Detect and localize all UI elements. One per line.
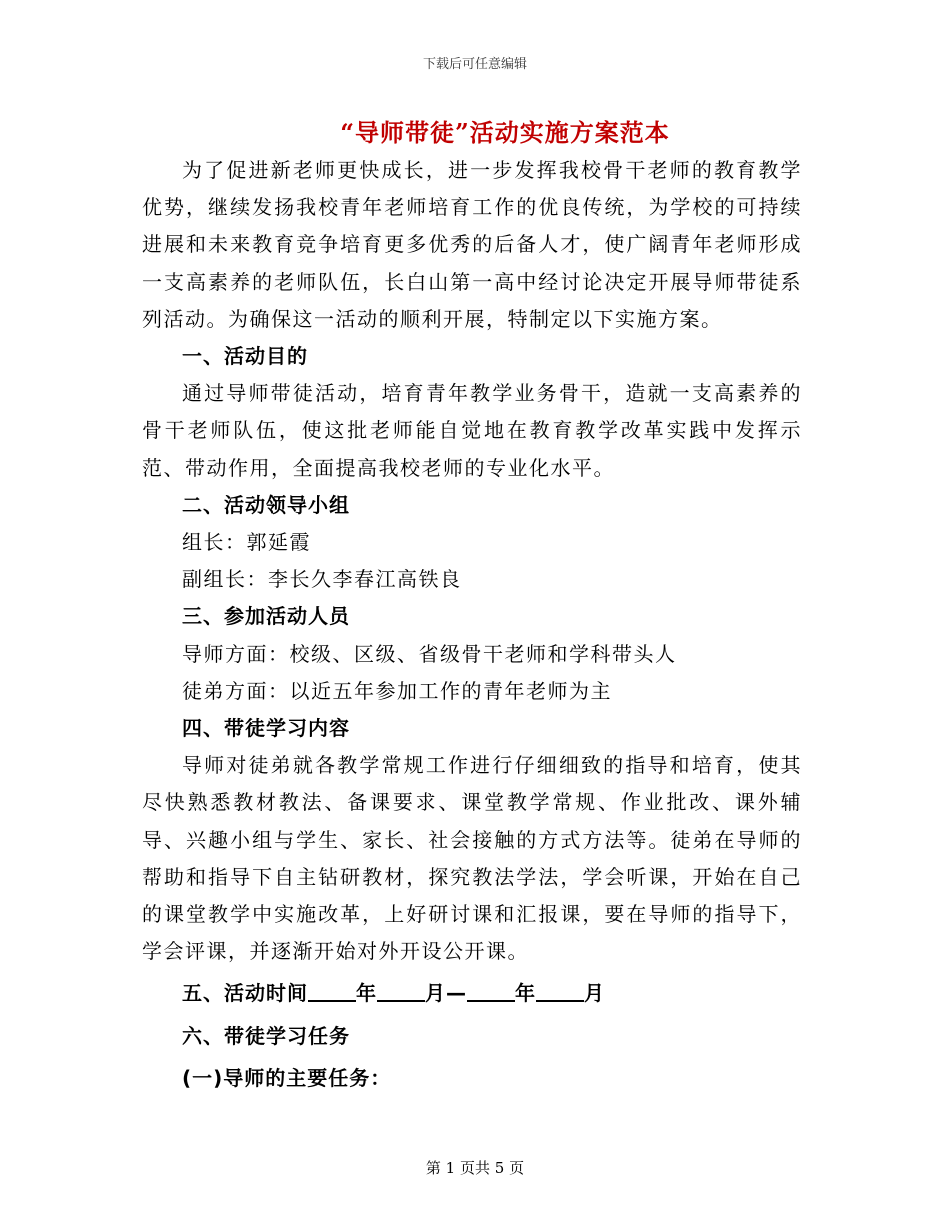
time-label: 五、活动时间 (182, 981, 308, 1006)
section-heading-participants: 三、参加活动人员 (182, 604, 350, 629)
year-label-1: 年 (356, 981, 377, 1006)
title-text: “导师带徒”活动实施方案范本 (340, 118, 670, 147)
year-label-2: 年 (515, 981, 536, 1006)
month-label-2: 月 (584, 981, 605, 1006)
section-heading-content: 四、带徒学习内容 (182, 716, 350, 741)
month-label-1: 月— (425, 981, 467, 1006)
subsection-heading-mentor-tasks: (一)导师的主要任务： (182, 1065, 392, 1090)
document-body (142, 152, 802, 1097)
content-paragraph: 导师对徒弟就各教学常规工作进行仔细细致的指导和培育，使其尽快熟悉教材教法、备课要求、课堂教学常规、作业批改、课外辅导、兴趣小组与学生、家长、社会接触的方式方法等。徒弟在导师的帮助和指导下自主钻研教材，探究教法学法，学会听课，开始在自己的课堂教学中实施改革，上好研讨课和汇报课，要在导师的指导下，学会评课，并逐渐开始对外开设公开课。 (142, 753, 802, 964)
section-heading-time (142, 975, 802, 1012)
leader-line: 组长：郭延霞 (182, 530, 311, 555)
deputy-leader-line: 副组长：李长久李春江高铁良 (182, 567, 462, 592)
section-heading-purpose: 一、活动目的 (182, 344, 308, 369)
mentors-line: 导师方面：校级、区级、省级骨干老师和学科带头人 (182, 641, 677, 666)
purpose-paragraph: 通过导师带徒活动，培育青年教学业务骨干，造就一支高素养的骨干老师队伍，使这批老师能自觉地在教育教学改革实践中发挥示范、带动作用，全面提高我校老师的专业化水平。 (142, 381, 802, 480)
section-heading-tasks: 六、带徒学习任务 (182, 1023, 350, 1048)
page-header: 下载后可任意编辑 (422, 57, 527, 72)
section-heading-leadership: 二、活动领导小组 (182, 492, 350, 517)
intro-paragraph: 为了促进新老师更快成长，进一步发挥我校骨干老师的教育教学优势，继续发扬我校青年老师培育工作的优良传统，为学校的可持续进展和未来教育竞争培育更多优秀的后备人才，使广阔青年老师形成一支高素养的老师队伍，长白山第一高中经讨论决定开展导师带徒系列活动。为确保这一活动的顺利开展，特制定以下实施方案。 (142, 158, 802, 331)
month-blank-1[interactable] (377, 980, 425, 1002)
document-title (0, 113, 950, 148)
apprentices-line: 徒弟方面：以近五年参加工作的青年老师为主 (182, 678, 612, 703)
month-blank-2[interactable] (536, 980, 584, 1002)
year-blank-2[interactable] (467, 980, 515, 1002)
year-blank-1[interactable] (308, 980, 356, 1002)
page-footer: 第 1 页共 5 页 (425, 1159, 525, 1177)
